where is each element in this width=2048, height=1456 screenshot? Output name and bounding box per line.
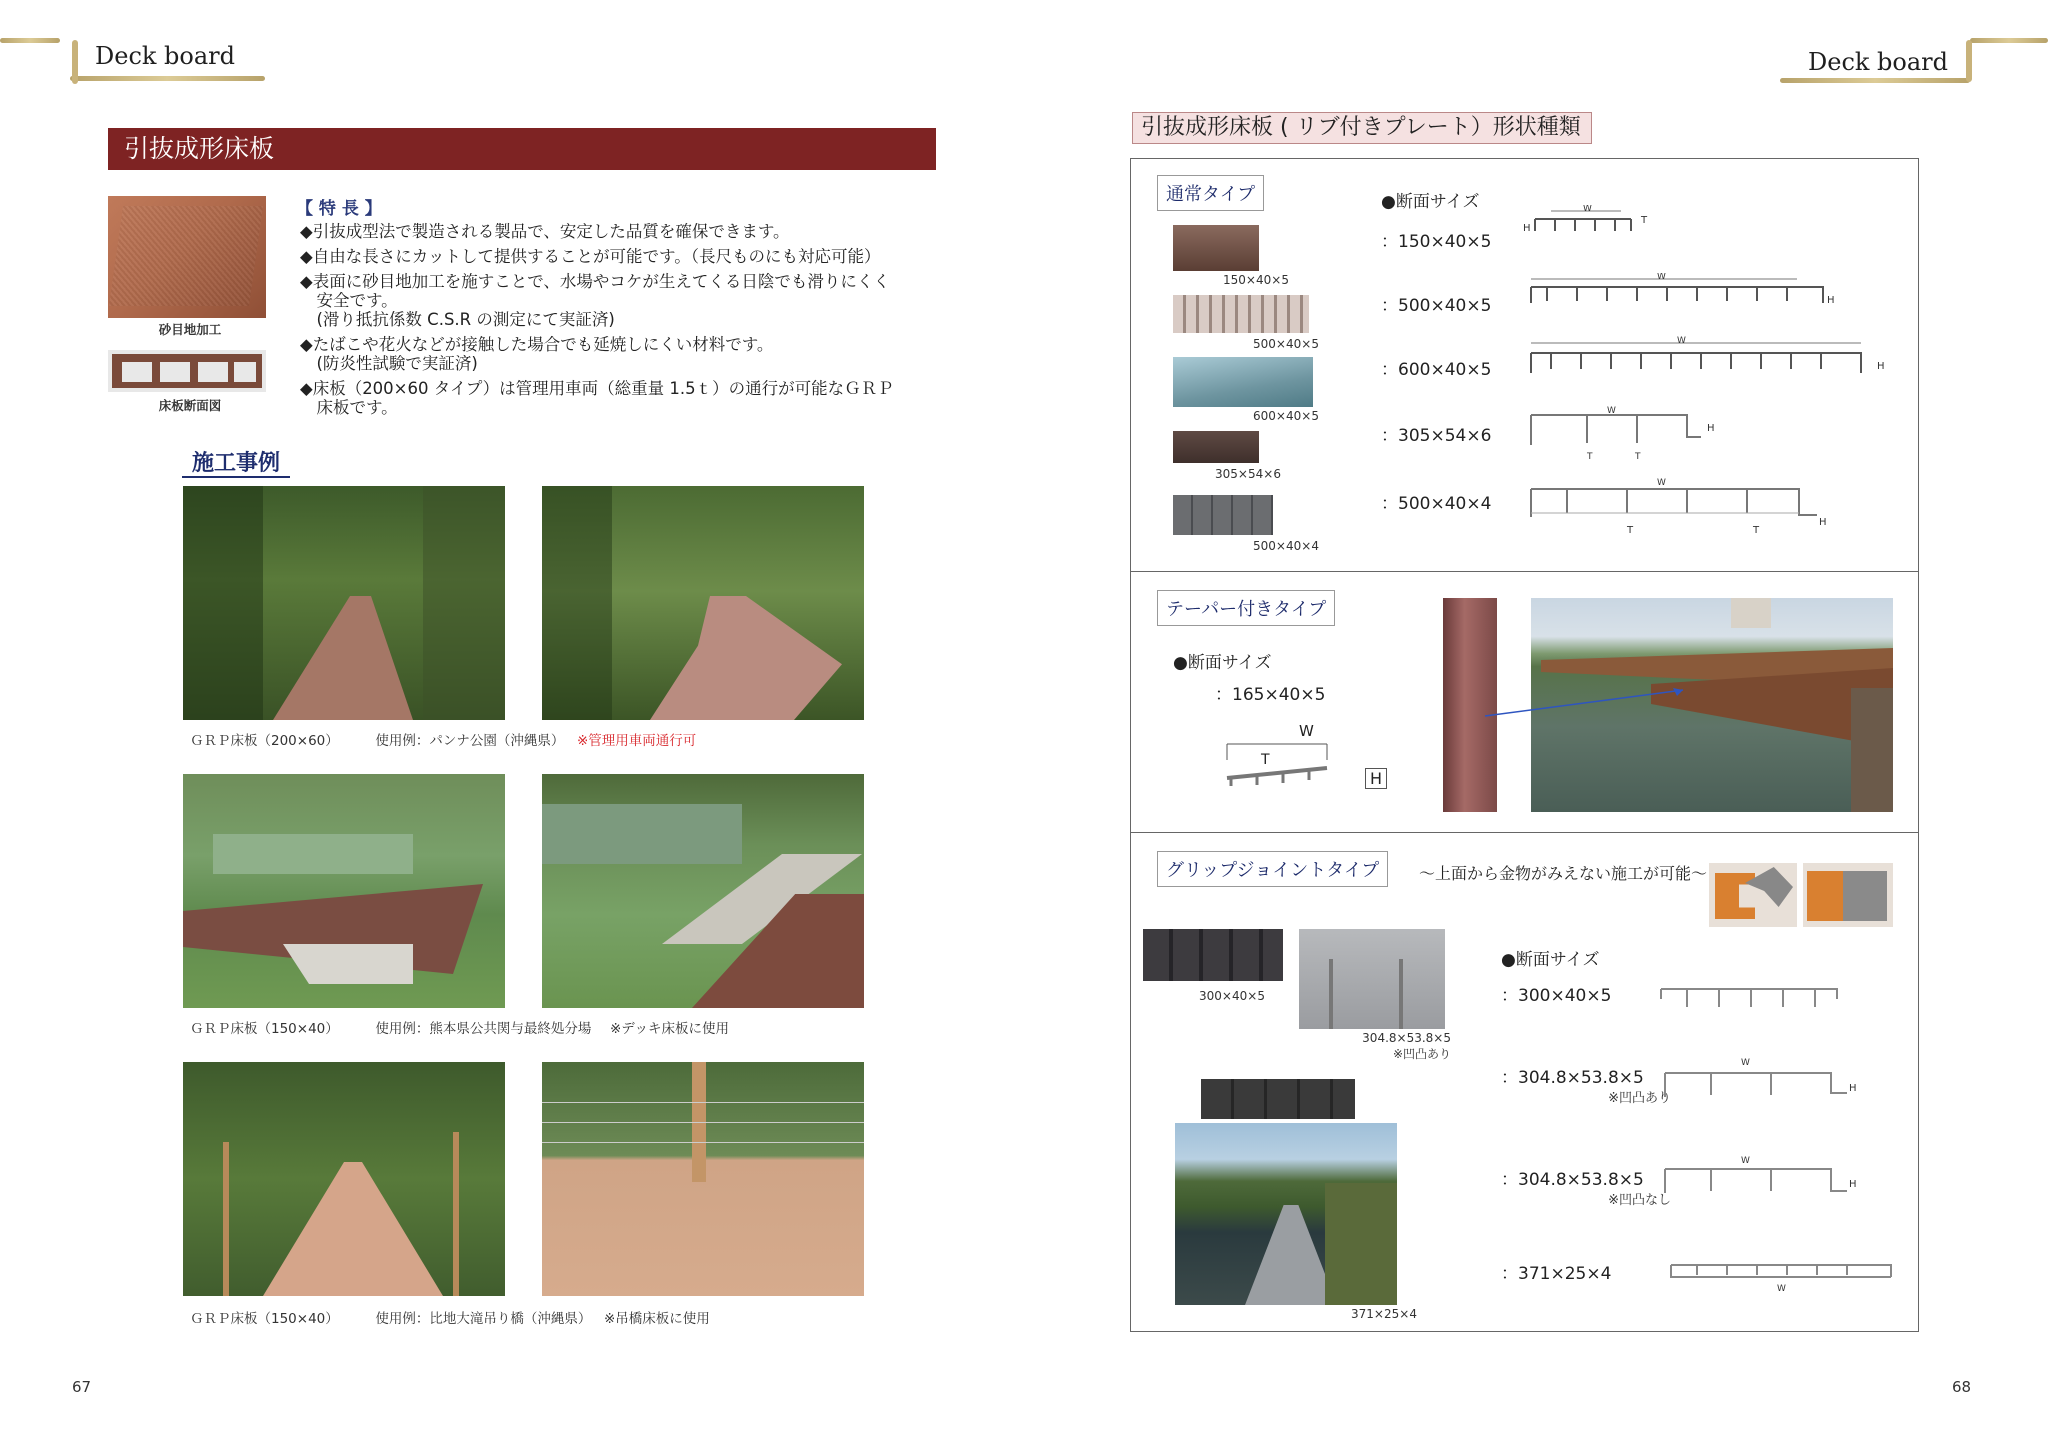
svg-text:W: W xyxy=(1657,478,1666,488)
taper-dimension-drawing xyxy=(1223,722,1383,802)
grip-product-label: 300×40×5 xyxy=(1199,989,1265,1003)
svg-text:W: W xyxy=(1741,1156,1750,1166)
product-thumb-label: 305×54×6 xyxy=(1215,467,1281,481)
section-drawing xyxy=(1657,973,1857,1019)
pointer-arrow xyxy=(1483,682,1693,722)
section-drawing xyxy=(1527,273,1857,323)
dim-h: H xyxy=(1365,768,1387,789)
normal-section-heading: ●断面サイズ xyxy=(1381,192,1480,212)
svg-text:T: T xyxy=(1753,525,1760,536)
normal-size: ：150×40×5 xyxy=(1381,232,1492,252)
grip-size: ：304.8×53.8×5 xyxy=(1501,1068,1644,1088)
svg-text:W: W xyxy=(1777,1284,1786,1293)
feature-line: (滑り抵抗係数 C.S.R の測定にて実証済) xyxy=(300,310,615,329)
examples-title: 施工事例 xyxy=(192,451,281,476)
svg-text:T: T xyxy=(1587,452,1593,462)
grip-size-note: ※凹凸なし xyxy=(1608,1193,1671,1208)
svg-text:H: H xyxy=(1827,295,1835,306)
svg-text:T: T xyxy=(1641,215,1648,226)
product-thumb-label: 500×40×4 xyxy=(1253,539,1319,553)
product-thumb-label: 150×40×5 xyxy=(1223,273,1289,287)
normal-size: ：305×54×6 xyxy=(1381,426,1492,446)
right-header-brush xyxy=(1970,38,2048,43)
svg-text:H: H xyxy=(1707,423,1715,434)
caption-usage: 使用例：比地大滝吊り橋（沖縄県） xyxy=(375,1311,592,1327)
section-drawing xyxy=(1527,335,1897,389)
example-photo-forest-1 xyxy=(183,486,505,720)
svg-text:H: H xyxy=(1819,517,1827,528)
svg-text:W: W xyxy=(1607,406,1616,416)
features-title: 【 特 長 】 xyxy=(296,199,382,219)
grip-product-304 xyxy=(1299,929,1445,1029)
example-photo-bridge-1 xyxy=(183,1062,505,1296)
grip-product-label: 304.8×53.8×5 xyxy=(1362,1031,1451,1045)
grip-product-label: ※凹凸あり xyxy=(1392,1047,1451,1061)
section-drawing xyxy=(1527,405,1727,465)
right-page-number: 68 xyxy=(1952,1378,1972,1396)
normal-type-panel xyxy=(1130,158,1919,572)
caption-note: ※デッキ床板に使用 xyxy=(609,1021,729,1037)
grip-product-371 xyxy=(1201,1079,1355,1119)
product-thumb xyxy=(1173,357,1313,407)
dim-w: W xyxy=(1299,722,1314,740)
feature-line: ◆引抜成型法で製造される製品で、安定した品質を確保できます。 xyxy=(300,222,790,241)
left-page-number: 67 xyxy=(72,1378,92,1396)
section-drawing xyxy=(1661,1151,1861,1211)
surface-sample-image xyxy=(108,196,266,318)
feature-line: 床板です。 xyxy=(300,398,398,417)
taper-section-heading: ●断面サイズ xyxy=(1173,653,1272,673)
example-photo-forest-2 xyxy=(542,486,864,720)
svg-text:H: H xyxy=(1849,1179,1857,1190)
normal-size: ：600×40×5 xyxy=(1381,360,1492,380)
product-thumb xyxy=(1173,225,1259,271)
surface-sample-label: 砂目地加工 xyxy=(158,322,222,337)
svg-text:T: T xyxy=(1635,452,1641,462)
taper-size: ：165×40×5 xyxy=(1215,685,1326,705)
feature-line: ◆床板（200×60 タイプ）は管理用車両（総重量 1.5ｔ）の通行が可能なＧＲＰ xyxy=(300,379,894,398)
section-drawing xyxy=(1527,473,1837,543)
normal-size: ：500×40×5 xyxy=(1381,296,1492,316)
product-thumb xyxy=(1173,431,1259,463)
feature-line: 安全です。 xyxy=(300,291,398,310)
normal-type-label: 通常タイプ xyxy=(1157,175,1264,211)
right-header-tab xyxy=(1770,32,2048,92)
grip-size: ：304.8×53.8×5 xyxy=(1501,1170,1644,1190)
caption-usage: 使用例：パンナ公園（沖縄県） xyxy=(375,733,565,749)
grip-size: ：300×40×5 xyxy=(1501,986,1612,1006)
svg-text:W: W xyxy=(1583,205,1592,214)
caption-product: ＧＲＰ床板（200×60） xyxy=(190,733,339,749)
right-header-underline xyxy=(1780,78,1970,83)
dim-t: T xyxy=(1261,752,1270,768)
caption-product: ＧＲＰ床板（150×40） xyxy=(190,1311,339,1327)
right-section-title: 引抜成形床板 ( リブ付きプレート）形状種類 xyxy=(1132,112,1592,144)
right-header-title: Deck board xyxy=(1808,48,1949,76)
svg-text:W: W xyxy=(1677,336,1686,346)
left-header-underline xyxy=(70,76,265,81)
svg-text:H: H xyxy=(1849,1083,1857,1094)
caption-note: ※管理用車両通行可 xyxy=(576,733,697,749)
taper-type-label: テーパー付きタイプ xyxy=(1157,590,1335,626)
example-photo-bridge-2 xyxy=(542,1062,864,1296)
feature-line: ◆表面に砂目地加工を施すことで、水場やコケが生えてくる日陰でも滑りにくく xyxy=(300,272,890,291)
example-caption-1 xyxy=(190,729,890,749)
left-header-title: Deck board xyxy=(95,42,236,70)
grip-size-note: ※凹凸あり xyxy=(1608,1091,1671,1106)
grip-type-panel xyxy=(1130,832,1919,1332)
grip-size: ：371×25×4 xyxy=(1501,1264,1612,1284)
caption-usage: 使用例：熊本県公共関与最終処分場 xyxy=(375,1021,592,1037)
grip-product-label: 371×25×4 xyxy=(1351,1307,1417,1321)
section-drawing xyxy=(1661,1051,1861,1111)
product-thumb xyxy=(1173,295,1309,333)
section-drawing xyxy=(1521,205,1671,245)
example-caption-3 xyxy=(190,1307,890,1327)
left-header-brush xyxy=(0,38,60,43)
left-header-tab xyxy=(0,28,270,88)
caption-product: ＧＲＰ床板（150×40） xyxy=(190,1021,339,1037)
svg-text:H: H xyxy=(1877,361,1885,372)
feature-line: (防炎性試験で実証済) xyxy=(300,354,478,373)
section-sample-image xyxy=(108,350,266,392)
caption-note: ※吊橋床板に使用 xyxy=(603,1311,710,1327)
example-photo-pond-2 xyxy=(542,774,864,1008)
svg-text:T: T xyxy=(1627,525,1634,536)
example-photo-pond-1 xyxy=(183,774,505,1008)
grip-type-label: グリップジョイントタイプ xyxy=(1157,851,1388,887)
svg-text:W: W xyxy=(1657,273,1666,282)
grip-product-300 xyxy=(1143,929,1283,981)
normal-size: ：500×40×4 xyxy=(1381,494,1492,514)
section-drawing xyxy=(1667,1253,1903,1293)
product-thumb xyxy=(1173,495,1273,535)
grip-note: ～上面から金物がみえない施工が可能～ xyxy=(1419,864,1708,883)
feature-line: ◆自由な長さにカットして提供することが可能です。（長尺ものにも対応可能） xyxy=(300,247,881,266)
svg-text:H: H xyxy=(1523,223,1531,234)
section-sample-label: 床板断面図 xyxy=(158,398,222,413)
product-thumb-label: 500×40×5 xyxy=(1253,337,1319,351)
grip-joint-image xyxy=(1709,863,1797,927)
product-thumb-label: 600×40×5 xyxy=(1253,409,1319,423)
grip-section-heading: ●断面サイズ xyxy=(1501,950,1600,970)
grip-joint-image xyxy=(1803,863,1893,927)
taper-type-panel xyxy=(1130,571,1919,833)
svg-text:W: W xyxy=(1741,1058,1750,1068)
left-section-title: 引抜成形床板 xyxy=(108,128,936,170)
grip-installation-photo xyxy=(1175,1123,1397,1305)
features-list xyxy=(300,222,940,417)
feature-line: ◆たばこや花火などが接触した場合でも延焼しにくい材料です。 xyxy=(300,335,774,354)
example-caption-2 xyxy=(190,1017,890,1037)
